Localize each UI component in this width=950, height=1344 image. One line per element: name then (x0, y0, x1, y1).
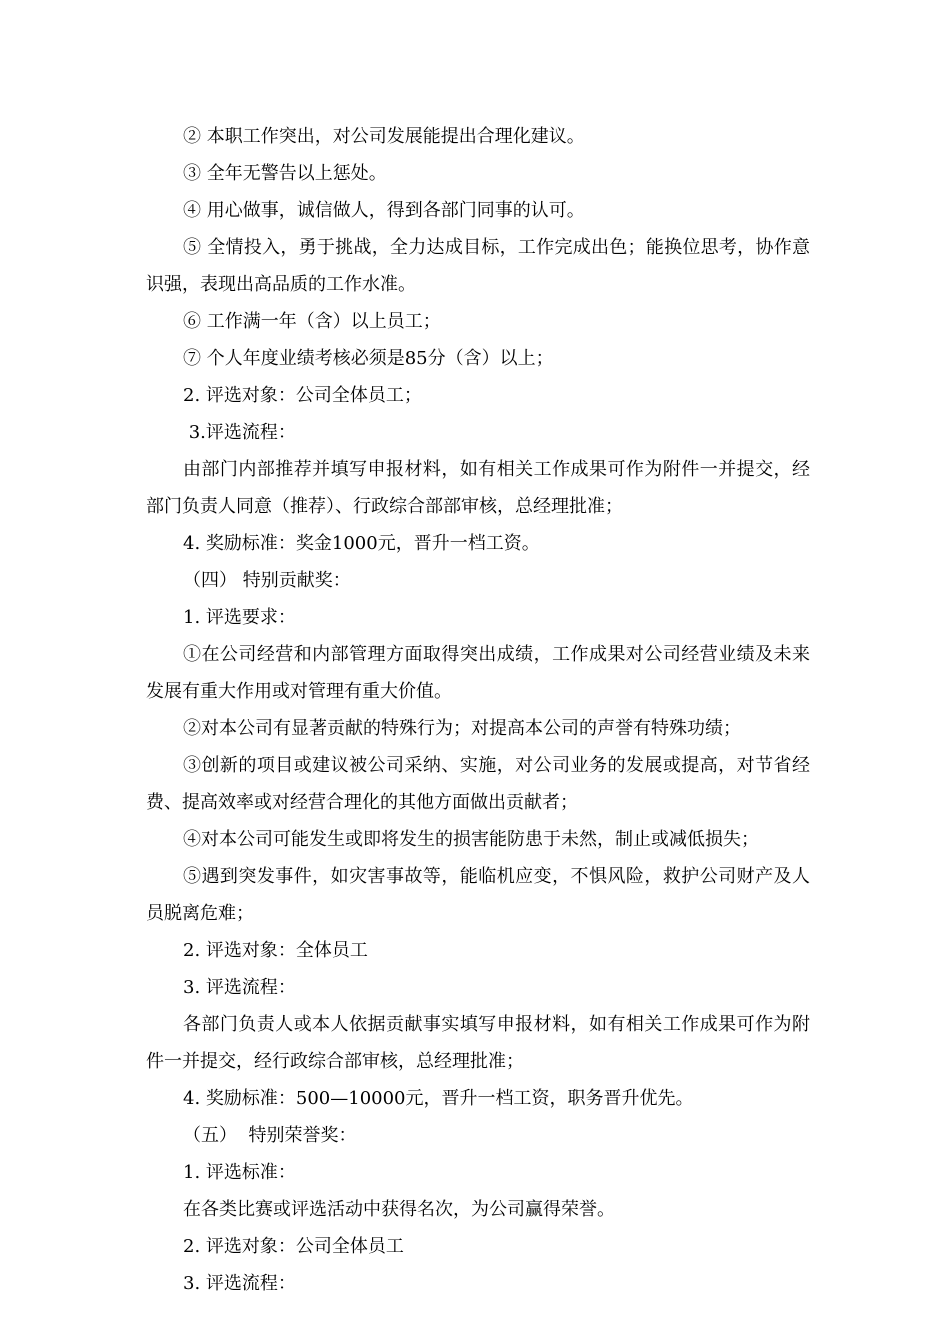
paragraph: ⑦ 个人年度业绩考核必须是85分（含）以上； (183, 348, 554, 369)
paragraph: 1. 评选标准： (183, 1162, 296, 1183)
section-heading: （五） 特别荣誉奖： (183, 1125, 357, 1146)
paragraph: ⑤ 全情投入，勇于挑战，全力达成目标，工作完成出色；能换位思考，协作意识强，表现出高品质的工作水准。 (146, 237, 810, 295)
paragraph: 4. 奖励标准：500—10000元，晋升一档工资，职务晋升优先。 (183, 1088, 694, 1109)
paragraph: 2. 评选对象：全体员工 (183, 940, 368, 961)
paragraph: 3.评选流程： (183, 422, 296, 443)
paragraph: ② 本职工作突出，对公司发展能提出合理化建议。 (183, 126, 585, 147)
paragraph: 1. 评选要求： (183, 607, 296, 628)
paragraph: ②对本公司有显著贡献的特殊行为；对提高本公司的声誉有特殊功绩； (183, 718, 741, 739)
paragraph: ③创新的项目或建议被公司采纳、实施，对公司业务的发展或提高，对节省经费、提高效率或对经营合理化的其他方面做出贡献者； (146, 755, 810, 813)
document-body (146, 118, 810, 1302)
section-heading: （四） 特别贡献奖： (183, 570, 351, 591)
paragraph: 2. 评选对象：公司全体员工； (183, 385, 422, 406)
paragraph: ⑥ 工作满一年（含）以上员工； (183, 311, 441, 332)
paragraph: 由部门内部推荐并填写申报材料，如有相关工作成果可作为附件一并提交，经部门负责人同意（推荐）、行政综合部部审核，总经理批准； (146, 459, 810, 517)
paragraph: 3. 评选流程： (183, 1273, 296, 1294)
paragraph: ④对本公司可能发生或即将发生的损害能防患于未然，制止或减低损失； (183, 829, 759, 850)
paragraph: ③ 全年无警告以上惩处。 (183, 163, 387, 184)
paragraph: 4. 奖励标准：奖金1000元，晋升一档工资。 (183, 533, 540, 554)
paragraph: 2. 评选对象：公司全体员工 (183, 1236, 404, 1257)
paragraph: 各部门负责人或本人依据贡献事实填写申报材料，如有相关工作成果可作为附件一并提交，经行政综合部审核，总经理批准； (146, 1014, 810, 1072)
paragraph: 3. 评选流程： (183, 977, 296, 998)
paragraph: ①在公司经营和内部管理方面取得突出成绩，工作成果对公司经营业绩及未来发展有重大作用或对管理有重大价值。 (146, 644, 810, 702)
paragraph: 在各类比赛或评选活动中获得名次，为公司赢得荣誉。 (183, 1199, 615, 1220)
paragraph: ⑤遇到突发事件，如灾害事故等，能临机应变，不惧风险，救护公司财产及人员脱离危难； (146, 866, 810, 924)
paragraph: ④ 用心做事，诚信做人，得到各部门同事的认可。 (183, 200, 585, 221)
